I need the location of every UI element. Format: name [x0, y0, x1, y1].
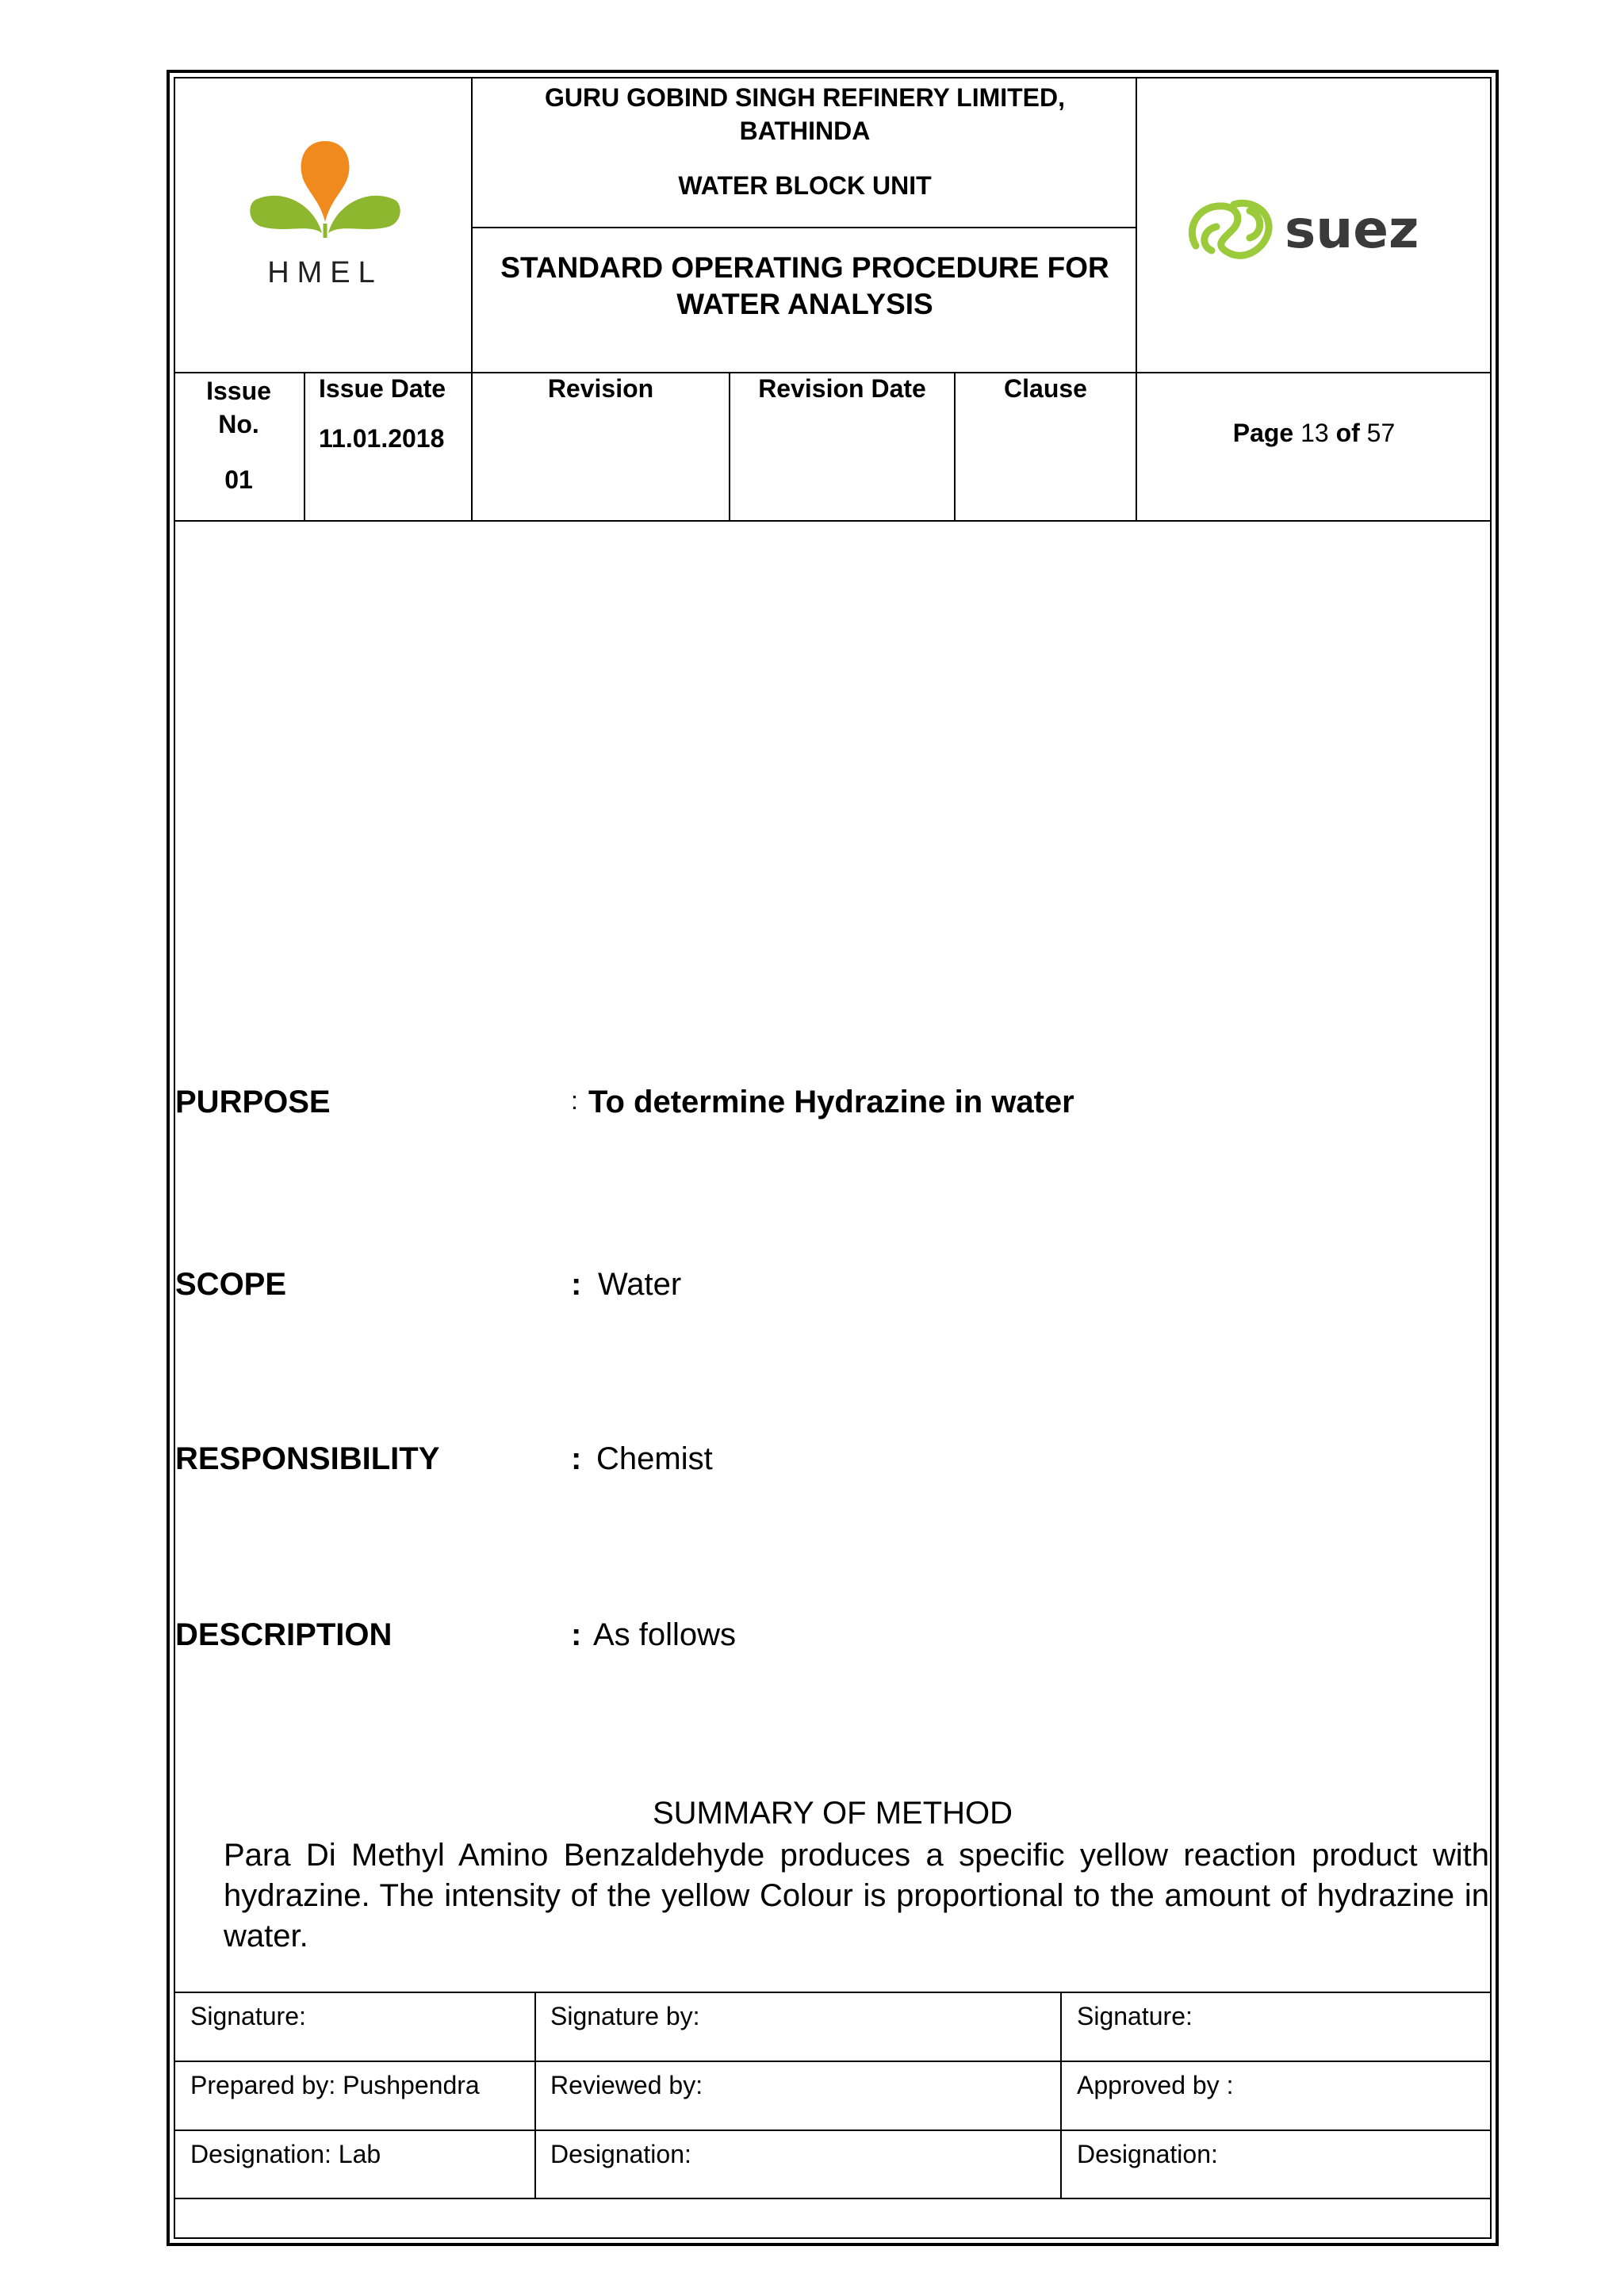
scope-value: Water [598, 1267, 682, 1302]
issue-no-cell [175, 374, 302, 496]
company-line-1: GURU GOBIND SINGH REFINERY LIMITED, [544, 83, 1066, 112]
responsibility-label: RESPONSIBILITY [175, 1441, 440, 1476]
issue-date-value: 11.01.2018 [319, 424, 445, 453]
signature-prepared: Signature: [190, 2002, 306, 2030]
company-name [476, 81, 1134, 147]
approved-by: Approved by : [1077, 2071, 1234, 2099]
page-of: of [1335, 419, 1360, 447]
issue-no-label: Issue [206, 377, 271, 405]
description-label: DESCRIPTION [175, 1617, 393, 1652]
hmel-logo-text: HMEL [267, 256, 383, 289]
document-title [476, 250, 1134, 323]
purpose-label: PURPOSE [175, 1085, 331, 1119]
title-line-1: STANDARD OPERATING PROCEDURE FOR [500, 251, 1109, 284]
revision-date-label: Revision Date [758, 374, 926, 403]
designation-prepared: Designation: Lab [190, 2140, 381, 2168]
signature-reviewed: Signature by: [550, 2002, 700, 2030]
page-number [1137, 419, 1491, 448]
page-current: 13 [1300, 419, 1329, 447]
summary-paragraph: Para Di Methyl Amino Benzaldehyde produces a specific yellow reaction product with hydrazine. The intensity of the yellow Colour is proportional to the amount of hydrazine in water. [224, 1838, 1489, 1954]
scope-label: SCOPE [175, 1267, 287, 1302]
purpose-colon: : [571, 1086, 578, 1115]
title-line-2: WATER ANALYSIS [676, 288, 933, 320]
signature-approved: Signature: [1077, 2002, 1193, 2030]
page-total: 57 [1366, 419, 1396, 447]
issue-date-label: Issue Date [319, 374, 446, 403]
issue-no-value: 01 [224, 465, 253, 494]
responsibility-colon: : [571, 1441, 582, 1476]
designation-approved: Designation: [1077, 2140, 1218, 2168]
clause-label: Clause [1004, 374, 1087, 403]
issue-no-label-2: No. [218, 410, 259, 438]
description-colon: : [571, 1617, 582, 1652]
page-word: Page [1232, 419, 1294, 447]
designation-reviewed: Designation: [550, 2140, 691, 2168]
hmel-logo [238, 135, 412, 293]
description-value: As follows [593, 1617, 737, 1652]
purpose-value: To determine Hydrazine in water [588, 1085, 1074, 1119]
suez-logo-text: suez [1285, 199, 1419, 260]
unit-name: WATER BLOCK UNIT [678, 171, 932, 200]
revision-label: Revision [547, 374, 654, 403]
company-line-2: BATHINDA [739, 117, 871, 145]
prepared-by: Prepared by: Pushpendra [190, 2071, 480, 2099]
suez-logo [1182, 190, 1443, 270]
responsibility-value: Chemist [596, 1441, 713, 1476]
summary-title: SUMMARY OF METHOD [652, 1796, 1013, 1831]
scope-colon: : [571, 1267, 582, 1302]
reviewed-by: Reviewed by: [550, 2071, 703, 2099]
